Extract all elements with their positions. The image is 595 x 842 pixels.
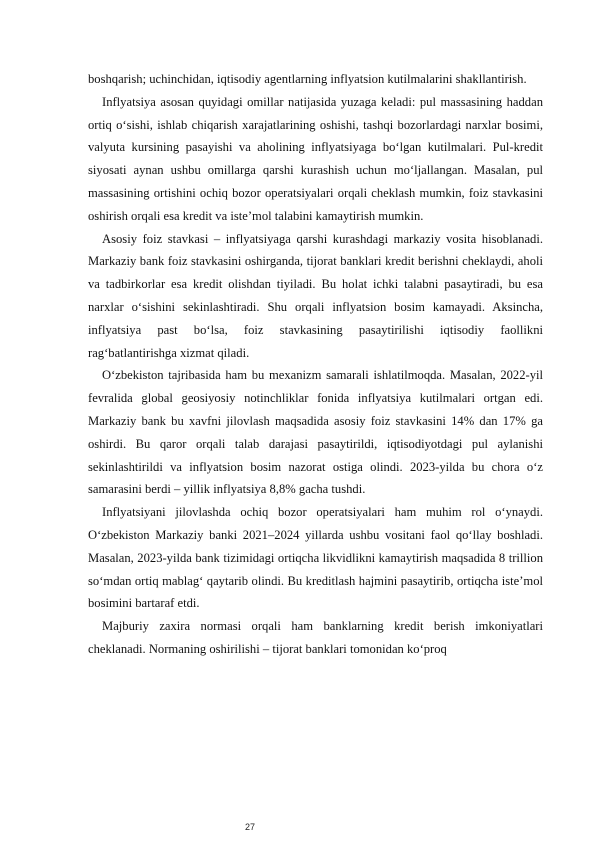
paragraph-continuation: boshqarish; uchinchidan, iqtisodiy agentlarning inflyatsion kutilmalarini shakllantirish.	[88, 72, 527, 86]
paragraph-inflation-factors: Inflyatsiya asosan quyidagi omillar natijasida yuzaga keladi: pul massasining haddan ortiq o‘sishi, ishlab chiqarish xarajatlarining oshishi, tashqi bozorlardagi narxlar bosimi, valyuta kursining pasayishi va aholining inflyatsiyaga bo‘lgan kutilmalari. Pul-kredit siyosati aynan ushbu omillarga qarshi kurashish uchun mo‘ljallangan. Masalan, pul massasining ortishini ochiq bozor operatsiyalari orqali cheklash mumkin, foiz stavkasini oshirish orqali esa kredit va iste’mol talabini kamaytirish mumkin.	[88, 94, 543, 223]
page-number: 27	[244, 822, 255, 832]
paragraph-open-market-operations: Inflyatsiyani jilovlashda ochiq bozor operatsiyalari ham muhim rol o‘ynaydi. O‘zbekiston Markaziy banki 2021–2024 yillarda ushbu vositani faol qo‘llay boshladi. Masalan, 2023-yilda bank tizimidagi ortiqcha likvidlikni kamaytirish maqsadida 8 trillion so‘mdan ortiq mablag‘ qaytarib olindi. Bu kreditlash hajmini pasaytirib, ortiqcha iste’mol bosimini bartaraf etdi.	[88, 505, 543, 611]
paragraph-policy-rate: Asosiy foiz stavkasi – inflyatsiyaga qarshi kurashdagi markaziy vosita hisoblanadi. Markaziy bank foiz stavkasini oshirganda, tijorat banklari kredit berishni cheklaydi, aholi va tadbirkorlar esa kredit olishdan tiyiladi. Bu holat ichki talabni pasaytiradi, bu esa narxlar o‘sishini sekinlashtiradi. Shu orqali inflyatsion bosim kamayadi. Aksincha, inflyatsiya past bo‘lsa, foiz stavkasining pasaytirilishi iqtisodiy faollikni rag‘batlantirishga xizmat qiladi.	[88, 231, 543, 360]
body-text	[88, 68, 543, 661]
paragraph-reserve-requirement: Majburiy zaxira normasi orqali ham banklarning kredit berish imkoniyatlari cheklanadi. Normaning oshirilishi – tijorat banklari tomonidan ko‘proq	[88, 619, 543, 656]
paragraph-uzbekistan-experience: O‘zbekiston tajribasida ham bu mexanizm samarali ishlatilmoqda. Masalan, 2022-yil fevralida global geosiyosiy notinchliklar fonida inflyatsiya kutilmalari ortgan edi. Markaziy bank bu xavfni jilovlash maqsadida asosiy foiz stavkasini 14% dan 17% ga oshirdi. Bu qaror orqali talab darajasi pasaytirildi, iqtisodiyotdagi pul aylanishi sekinlashtirildi va inflyatsion bosim nazorat ostiga olindi. 2023-yilda bu chora o‘z samarasini berdi – yillik inflyatsiya 8,8% gacha tushdi.	[88, 368, 543, 497]
